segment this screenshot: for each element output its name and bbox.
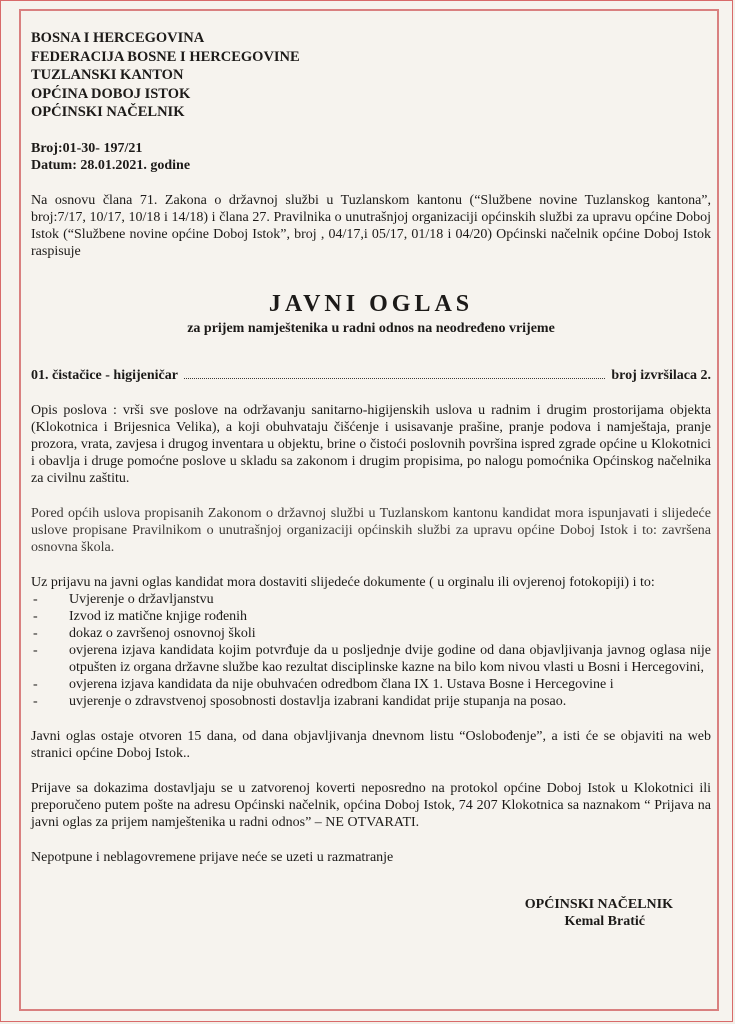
header-line: TUZLANSKI KANTON (31, 67, 184, 83)
job-description: Opis poslova : vrši sve poslove na održavanju sanitarno-higijenskih uslova u radnim i drugim prostorijama objekta (Klokotnica i Brijesnica Velika), a koji obuhvataju čišćenje i usisavanje prašine, pranje podova i namještaja, pranje prozora, vrata, zavjesa i drugog inventara u objektu, brine o čistoći poslovnih površina ispred zgrade općine u Klokotnici i obavlja i druge pomoćne poslove u skladu sa zakonom i drugim propisima, po nalogu pomoćnika Općinskog načelnika za civilnu zaštitu. (31, 402, 711, 486)
document-item: - dokaz o završenoj osnovnoj školi (31, 625, 711, 642)
signature-block (31, 896, 711, 930)
header-line: OPĆINSKI NAČELNIK (31, 104, 185, 120)
open-period-paragraph: Javni oglas ostaje otvoren 15 dana, od dana objavljivanja dnevnom listu “Oslobođenje”, a isti će se objaviti na web stranici općine Doboj Istok.. (31, 728, 711, 761)
public-notice (31, 29, 711, 930)
documents-intro: Uz prijavu na javni oglas kandidat mora dostaviti slijedeće dokumente ( u orginalu ili ovjerenoj fotokopiji) i to: (31, 574, 655, 590)
header-line: OPĆINA DOBOJ ISTOK (31, 85, 191, 102)
document-meta (31, 140, 711, 174)
signature-name: Kemal Bratić (564, 913, 645, 929)
submission-paragraph: Prijave sa dokazima dostavljaju se u zatvorenoj koverti neposredno na protokol općine Doboj Istok u Klokotnici ili preporučeno putem pošte na adresu Općinski načelnik, općina Doboj Istok, 74 207 Klokotnica sa naznakom “ Prijava na javni oglas za prijem namještenika u radni odnos” – NE OTVARATI. (31, 780, 711, 830)
document-number: Broj:01-30- 197/21 (31, 140, 143, 156)
document-item: - Uvjerenje o državljanstvu (31, 591, 711, 608)
documents-section (31, 574, 711, 710)
document-date: Datum: 28.01.2021. godine (31, 157, 191, 173)
incomplete-notice: Nepotpune i neblagovremene prijave neće se uzeti u razmatranje (31, 849, 394, 865)
notice-title: JAVNI OGLAS (268, 290, 474, 317)
position-count: broj izvršilaca 2. (611, 367, 711, 383)
document-item: - ovjerena izjava kandidata da nije obuhvaćen odredbom člana IX 1. Ustava Bosne i Hercegovine i (31, 676, 711, 693)
document-item: - Izvod iz matične knjige rođenih (31, 608, 711, 625)
dotted-leader (184, 368, 605, 379)
notice-subtitle: za prijem namještenika u radni odnos na neodređeno vrijeme (187, 320, 555, 336)
signature-title: OPĆINSKI NAČELNIK (524, 896, 673, 912)
position-name: 01. čistačice - higijeničar (31, 367, 178, 383)
issuer-header (31, 29, 711, 122)
intro-paragraph: Na osnovu člana 71. Zakona o državnoj službi u Tuzlanskom kantonu (“Službene novine Tuzlanskog kantona”, broj:7/17, 10/17, 10/18 i 14/18) i člana 27. Pravilnika o unutrašnjoj organizaciji općinskih službi za upravu općine Doboj Istok (“Službene novine općine Doboj Istok”, broj , 04/17,i 05/17, 01/18 i 04/20) Općinski načelnik općine Doboj Istok raspisuje (31, 192, 711, 259)
documents-list (31, 591, 711, 710)
document-item: - ovjerena izjava kandidata kojim potvrđuje da u posljednje dvije godine od dana objavljivanja javnog oglasa nije otpušten iz organa državne službe kao rezultat disciplinske kazne na bilo kom nivou vlasti u Bosni i Hercegovini, (31, 642, 711, 676)
header-line: BOSNA I HERCEGOVINA (31, 30, 205, 46)
header-line: FEDERACIJA BOSNE I HERCEGOVINE (31, 48, 300, 65)
requirements-paragraph: Pored općih uslova propisanih Zakonom o državnoj službi u Tuzlanskom kantonu kandidat mora ispunjavati i slijedeće uslove propisane Pravilnikom o unutrašnjoj organizaciji općinskih službi za upravu općine Doboj Istok i to: završena osnovna škola. (31, 505, 711, 555)
position-row (31, 367, 711, 384)
document-item: - uvjerenje o zdravstvenoj sposobnosti dostavlja izabrani kandidat prije stupanja na posao. (31, 693, 711, 710)
